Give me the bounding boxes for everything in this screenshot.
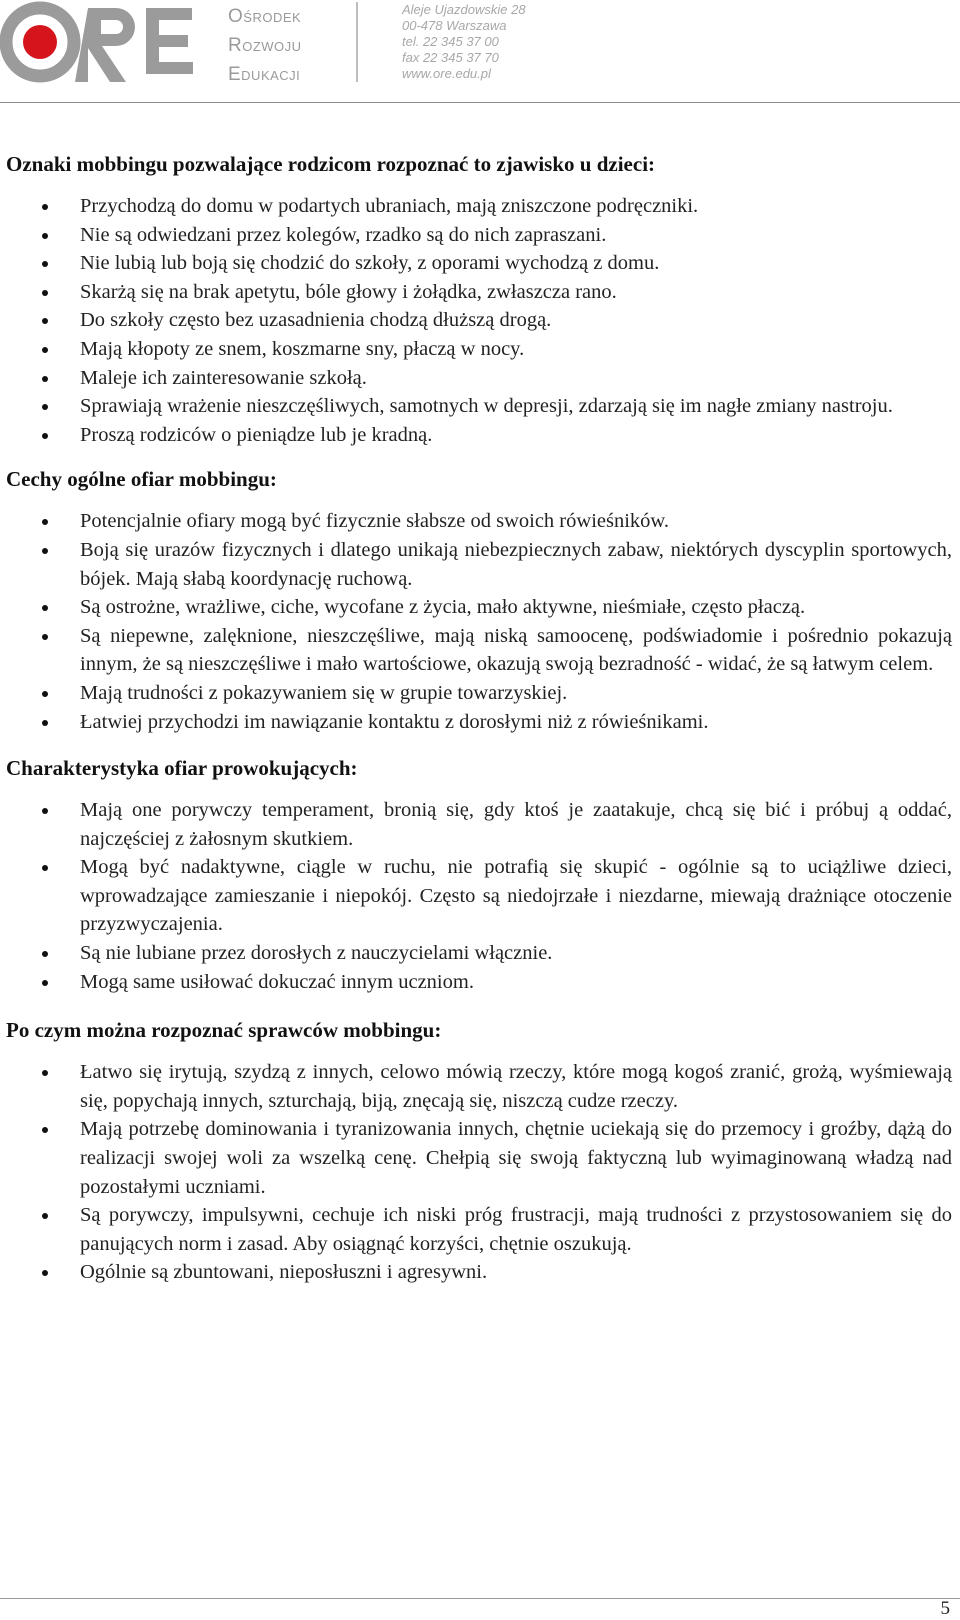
bullet-icon bbox=[42, 605, 48, 611]
list-item-text: Do szkoły często bez uzasadnienia chodzą dłuższą drogą. bbox=[80, 309, 552, 332]
bullet-icon bbox=[42, 261, 48, 267]
bullet-icon bbox=[42, 433, 48, 439]
list-item bbox=[6, 708, 952, 737]
logo-text: ORE bbox=[0, 0, 2, 1]
list-item bbox=[6, 1258, 952, 1287]
list-item-text: Mają kłopoty ze snem, koszmarne sny, płaczą w nocy. bbox=[80, 337, 525, 360]
bullet-icon bbox=[42, 519, 48, 525]
section-title: Charakterystyka ofiar prowokujących: bbox=[6, 756, 358, 781]
institution-line-2: Rozwoju bbox=[228, 35, 302, 56]
bullet-icon bbox=[42, 634, 48, 640]
list-item-text: Ogólnie są zbuntowani, nieposłuszni i agresywni. bbox=[80, 1261, 488, 1284]
section-title: Po czym można rozpoznać sprawców mobbingu: bbox=[6, 1018, 442, 1043]
list-item bbox=[6, 1115, 952, 1201]
address-line-3: tel. 22 345 37 00 bbox=[402, 34, 499, 49]
header-divider bbox=[356, 2, 358, 82]
institution-name bbox=[228, 2, 302, 89]
list-item-text: Łatwo się irytują, szydzą z innych, celowo mówią rzeczy, które mogą kogoś zranić, grożą, wyśmiewają się, popychają innych, szturchają, biją, znęcają się, niszczą cudze rzeczy. bbox=[80, 1061, 952, 1112]
list-item bbox=[6, 335, 952, 364]
list-item-text: Mają one porywczy temperament, bronią się, gdy ktoś je zaatakuje, chcą się bić i próbuj ą oddać, najczęściej z żałosnym skutkiem. bbox=[80, 799, 952, 850]
bullet-icon bbox=[42, 1213, 48, 1219]
page-number: 5 bbox=[940, 1598, 950, 1619]
list-item-text: Łatwiej przychodzi im nawiązanie kontaktu z dorosłymi niż z rówieśnikami. bbox=[80, 710, 709, 733]
list-item bbox=[6, 622, 952, 679]
section-victim-traits bbox=[6, 465, 950, 736]
list-item bbox=[6, 507, 952, 536]
list-item bbox=[6, 796, 952, 853]
list-item bbox=[6, 536, 952, 593]
list-item bbox=[6, 278, 952, 307]
bullet-icon bbox=[42, 865, 48, 871]
list-item bbox=[6, 392, 952, 421]
page-header bbox=[0, 0, 960, 104]
list-item-text: Boją się urazów fizycznych i dlatego unikają niebezpiecznych zabaw, niektórych dyscyplin sportowych, bójek. Mają słabą koordynację ruchową. bbox=[80, 538, 952, 590]
section-title: Cechy ogólne ofiar mobbingu: bbox=[6, 467, 277, 492]
list-item bbox=[6, 192, 952, 221]
bullet-icon bbox=[42, 808, 48, 814]
bullet-list bbox=[6, 192, 950, 449]
list-item-text: Są nie lubiane przez dorosłych z nauczycielami włącznie. bbox=[80, 942, 553, 965]
list-item-text: Proszą rodziców o pieniądze lub je kradną. bbox=[80, 423, 433, 446]
list-item bbox=[6, 1058, 952, 1115]
address-line-2: 00-478 Warszawa bbox=[402, 18, 507, 33]
bullet-icon bbox=[42, 1270, 48, 1276]
list-item-text: Maleje ich zainteresowanie szkołą. bbox=[80, 366, 367, 389]
ore-logo bbox=[0, 0, 200, 90]
footer-rule bbox=[0, 1598, 960, 1599]
list-item bbox=[6, 364, 952, 393]
bullet-icon bbox=[42, 233, 48, 239]
address-line-1: Aleje Ujazdowskie 28 bbox=[402, 2, 526, 17]
list-item-text: Nie są odwiedzani przez kolegów, rzadko są do nich zapraszani. bbox=[80, 223, 607, 246]
bullet-icon bbox=[42, 1070, 48, 1076]
list-item bbox=[6, 939, 952, 968]
address-line-4: fax 22 345 37 70 bbox=[402, 50, 499, 65]
bullet-icon bbox=[42, 548, 48, 554]
list-item bbox=[6, 679, 952, 708]
bullet-icon bbox=[42, 980, 48, 986]
list-item-text: Sprawiają wrażenie nieszczęśliwych, samotnych w depresji, zdarzają się im nagłe zmiany nastroju. bbox=[80, 395, 893, 418]
header-rule bbox=[0, 102, 960, 103]
list-item-text: Mogą same usiłować dokuczać innym uczniom. bbox=[80, 970, 474, 993]
bullet-icon bbox=[42, 404, 48, 410]
list-item-text: Mogą być nadaktywne, ciągle w ruchu, nie potrafią się skupić - ogólnie są to uciążliwe dzieci, wprowadzające zamieszanie i niepokój. Często są niedojrzałe i niezdarne, miewają drażniące otoczenie przyzwyczajenia. bbox=[80, 856, 952, 936]
bullet-icon bbox=[42, 204, 48, 210]
section-title: Oznaki mobbingu pozwalające rodzicom rozpoznać to zjawisko u dzieci: bbox=[6, 152, 656, 176]
bullet-icon bbox=[42, 951, 48, 957]
list-item bbox=[6, 1201, 952, 1258]
bullet-icon bbox=[42, 318, 48, 324]
list-item bbox=[6, 853, 952, 939]
bullet-list bbox=[6, 507, 950, 736]
section-perpetrators bbox=[6, 1016, 950, 1287]
section-signs-of-mobbing bbox=[6, 150, 950, 449]
bullet-list bbox=[6, 1058, 950, 1287]
list-item-text: Przychodzą do domu w podartych ubraniach, mają zniszczone podręczniki. bbox=[80, 195, 699, 217]
list-item bbox=[6, 221, 952, 250]
bullet-icon bbox=[42, 347, 48, 353]
list-item-text: Potencjalnie ofiary mogą być fizycznie słabsze od swoich rówieśników. bbox=[80, 510, 670, 533]
list-item-text: Są ostrożne, wrażliwe, ciche, wycofane z życia, mało aktywne, nieśmiałe, często płaczą. bbox=[80, 596, 806, 619]
bullet-icon bbox=[42, 376, 48, 382]
institution-line-3: Edukacji bbox=[228, 64, 301, 85]
list-item-text: Mają trudności z pokazywaniem się w grupie towarzyskiej. bbox=[80, 681, 568, 704]
list-item bbox=[6, 249, 952, 278]
institution-line-1: Ośrodek bbox=[228, 6, 302, 27]
address-line-5: www.ore.edu.pl bbox=[402, 66, 491, 81]
list-item-text: Skarżą się na brak apetytu, bóle głowy i żołądka, zwłaszcza rano. bbox=[80, 280, 617, 303]
institution-address bbox=[402, 2, 526, 82]
document-body bbox=[6, 150, 950, 1287]
list-item bbox=[6, 306, 952, 335]
logo-letter-r bbox=[75, 8, 135, 82]
list-item-text: Mają potrzebę dominowania i tyranizowania innych, chętnie uciekają się do przemocy i groźby, dążą do realizacji swojej woli za wszelką cenę. Chełpią się swoją faktyczną lub wyimaginowaną władzą nad pozostałymi uczniami. bbox=[80, 1118, 952, 1198]
list-item bbox=[6, 421, 952, 450]
logo-red-dot bbox=[23, 25, 57, 59]
section-provocative-victims bbox=[6, 754, 950, 996]
bullet-icon bbox=[42, 290, 48, 296]
logo-letter-e bbox=[146, 8, 193, 74]
bullet-icon bbox=[42, 691, 48, 697]
list-item bbox=[6, 593, 952, 622]
list-item-text: Są porywczy, impulsywni, cechuje ich niski próg frustracji, mają trudności z przystosowaniem się do panujących norm i zasad. Aby osiągnąć korzyści, chętnie oszukują. bbox=[80, 1204, 952, 1255]
bullet-icon bbox=[42, 1127, 48, 1133]
list-item-text: Nie lubią lub boją się chodzić do szkoły, z oporami wychodzą z domu. bbox=[80, 252, 660, 275]
list-item bbox=[6, 968, 952, 997]
list-item-text: Są niepewne, zalęknione, nieszczęśliwe, mają niską samoocenę, podświadomie i pośrednio pokazują innym, że są nieszczęśliwe i mało wartościowe, okazują swoją bezradność - widać, że są łatwym celem. bbox=[80, 624, 952, 676]
bullet-icon bbox=[42, 720, 48, 726]
bullet-list bbox=[6, 796, 950, 996]
